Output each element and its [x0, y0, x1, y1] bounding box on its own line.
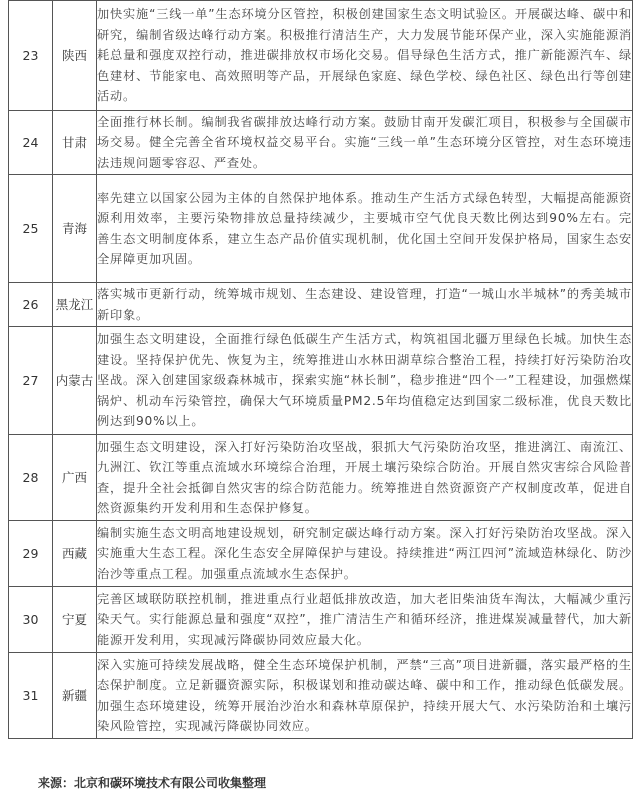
policy-text: 落实城市更新行动，统筹城市规划、生态建设、建设管理，打造“一城山水半城林”的秀美城市新印象。 — [97, 283, 633, 327]
row-number: 30 — [9, 587, 53, 653]
source-note: 来源：北京和碳环境技术有限公司收集整理 — [38, 776, 267, 790]
row-number: 26 — [9, 283, 53, 327]
policy-text: 全面推行林长制。编制我省碳排放达峰行动方案。鼓励甘南开发碳汇项目，积极参与全国碳市场交易。健全完善全省环境权益交易平台。实施“三线一单”生态环境分区管控，对生态环境违法违规问题零容忍、严查处。 — [97, 111, 633, 175]
province-name: 宁夏 — [53, 587, 97, 653]
province-name: 青海 — [53, 175, 97, 283]
province-name: 黑龙江 — [53, 283, 97, 327]
province-name: 新疆 — [53, 653, 97, 739]
row-number: 24 — [9, 111, 53, 175]
row-number: 28 — [9, 435, 53, 521]
policy-text: 加强生态文明建设，全面推行绿色低碳生产生活方式，构筑祖国北疆万里绿色长城。加快生态建设。坚持保护优先、恢复为主，统筹推进山水林田湖草综合整治工程，持续打好污染防治攻坚战。深入创建国家级森林城市，探索实施“林长制”，稳步推进“四个一”工程建设，加强燃煤锅炉、机动车污染管控，确保大气环境质量PM2.5年均值稳定达到国家二级标准，优良天数比例达到90%以上。 — [97, 327, 633, 435]
row-number: 31 — [9, 653, 53, 739]
province-name: 陕西 — [53, 1, 97, 111]
policy-text: 加快实施“三线一单”生态环境分区管控，积极创建国家生态文明试验区。开展碳达峰、碳中和研究，编制省级达峰行动方案。积极推行清洁生产，大力发展节能环保产业，深入实施能源消耗总量和强度双控行动，推进碳排放权市场化交易。倡导绿色生活方式，推广新能源汽车、绿色建材、节能家电、高效照明等产品，开展绿色家庭、绿色学校、绿色社区、绿色出行等创建活动。 — [97, 1, 633, 111]
table-row — [9, 327, 633, 435]
policy-text: 完善区域联防联控机制，推进重点行业超低排放改造，加大老旧柴油货车淘汰，大幅减少重污染天气。实行能源总量和强度“双控”，推广清洁生产和循环经济，推进煤炭减量替代，加大新能源开发利用，实现减污降碳协同效应最大化。 — [97, 587, 633, 653]
policy-text: 加强生态文明建设，深入打好污染防治攻坚战，狠抓大气污染防治攻坚，推进漓江、南流江、九洲江、钦江等重点流域水环境综合治理，开展土壤污染综合防治。开展自然灾害综合风险普查，提升全社会抵御自然灾害的综合防范能力。统筹推进自然资源资产产权制度改革，促进自然资源集约开发利用和生态保护修复。 — [97, 435, 633, 521]
row-number: 23 — [9, 1, 53, 111]
table-row — [9, 587, 633, 653]
table-row — [9, 283, 633, 327]
table-row — [9, 1, 633, 111]
province-name: 广西 — [53, 435, 97, 521]
row-number: 25 — [9, 175, 53, 283]
row-number: 27 — [9, 327, 53, 435]
policy-text: 编制实施生态文明高地建设规划，研究制定碳达峰行动方案。深入打好污染防治攻坚战。深入实施重大生态工程。深化生态安全屏障保护与建设。持续推进“两江四河”流域造林绿化、防沙治沙等重点工程。加强重点流域水生态保护。 — [97, 521, 633, 587]
table-row — [9, 653, 633, 739]
table-row — [9, 521, 633, 587]
policy-text: 率先建立以国家公园为主体的自然保护地体系。推动生产生活方式绿色转型，大幅提高能源资源利用效率，主要污染物排放总量持续减少，主要城市空气优良天数比例达到90%左右。完善生态文明制度体系，建立生态产品价值实现机制，优化国土空间开发保护格局，国家生态安全屏障更加巩固。 — [97, 175, 633, 283]
provincial-policy-table — [8, 0, 633, 739]
policy-text: 深入实施可持续发展战略，健全生态环境保护机制，严禁“三高”项目进新疆，落实最严格的生态保护制度。立足新疆资源实际，积极谋划和推动碳达峰、碳中和工作，推动绿色低碳发展。加强生态环境建设，统筹开展治沙治水和森林草原保护，持续开展大气、水污染防治和土壤污染风险管控，实现减污降碳协同效应。 — [97, 653, 633, 739]
province-name: 西藏 — [53, 521, 97, 587]
province-name: 内蒙古 — [53, 327, 97, 435]
province-name: 甘肃 — [53, 111, 97, 175]
row-number: 29 — [9, 521, 53, 587]
table-row — [9, 175, 633, 283]
table-row — [9, 111, 633, 175]
table-row — [9, 435, 633, 521]
